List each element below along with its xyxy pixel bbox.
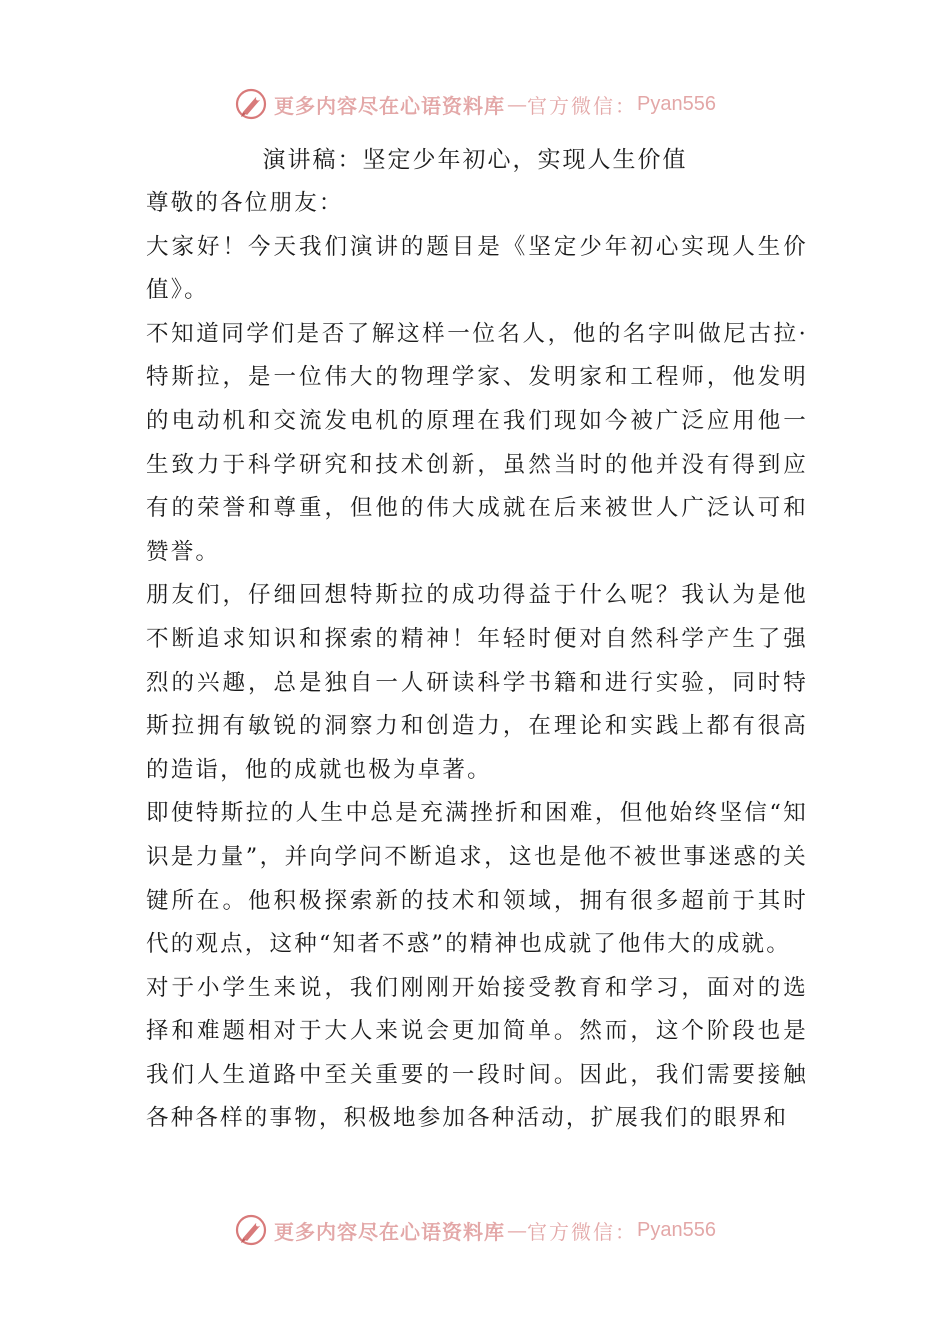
salutation: 尊敬的各位朋友： — [146, 190, 344, 216]
watermark-official-label: 官方微信： — [527, 93, 638, 118]
pen-logo-icon — [234, 87, 268, 121]
pen-logo-icon — [234, 1213, 268, 1247]
document-body — [146, 182, 808, 1141]
paragraph: 对于小学生来说，我们刚刚开始接受教育和学习，面对的选择和难题相对于大人来说会更加简单。然而，这个阶段也是我们人生道路中至关重要的一段时间。因此，我们需要接触各种各样的事物，积极地参加各种活动，扩展我们的眼界和 — [146, 974, 808, 1132]
paragraph: 朋友们，仔细回想特斯拉的成功得益于什么呢？我认为是他不断追求知识和探索的精神！年轻时便对自然科学产生了强烈的兴趣，总是独自一人研读科学书籍和进行实验，同时特斯拉拥有敏锐的洞察力和创造力，在理论和实践上都有很高的造诣，他的成就也极为卓著。 — [146, 582, 808, 783]
header-watermark — [0, 82, 950, 126]
document-title: 演讲稿：坚定少年初心，实现人生价值 — [262, 147, 688, 173]
watermark-wechat-id: Pyan556 — [637, 1218, 716, 1241]
watermark-brand: 更多内容尽在心语资料库 — [274, 93, 506, 118]
watermark-brand: 更多内容尽在心语资料库 — [274, 1219, 506, 1244]
watermark-separator: — — [507, 1218, 526, 1242]
watermark-separator: — — [507, 92, 526, 116]
paragraph: 大家好！今天我们演讲的题目是《坚定少年初心实现人生价值》。 — [146, 233, 808, 304]
footer-watermark — [0, 1208, 950, 1252]
paragraph: 即使特斯拉的人生中总是充满挫折和困难，但他始终坚信“知识是力量”，并向学问不断追求，这也是他不被世事迷惑的关键所在。他积极探索新的技术和领域，拥有很多超前于其时代的观点，这种“知者不惑”的精神也成就了他伟大的成就。 — [146, 800, 808, 958]
paragraph: 不知道同学们是否了解这样一位名人，他的名字叫做尼古拉·特斯拉，是一位伟大的物理学家、发明家和工程师，他发明的电动机和交流发电机的原理在我们现如今被广泛应用他一生致力于科学研究和技术创新，虽然当时的他并没有得到应有的荣誉和尊重，但他的伟大成就在后来被世人广泛认可和赞誉。 — [146, 320, 808, 565]
watermark-official-label: 官方微信： — [527, 1219, 638, 1244]
watermark-wechat-id: Pyan556 — [637, 92, 716, 115]
